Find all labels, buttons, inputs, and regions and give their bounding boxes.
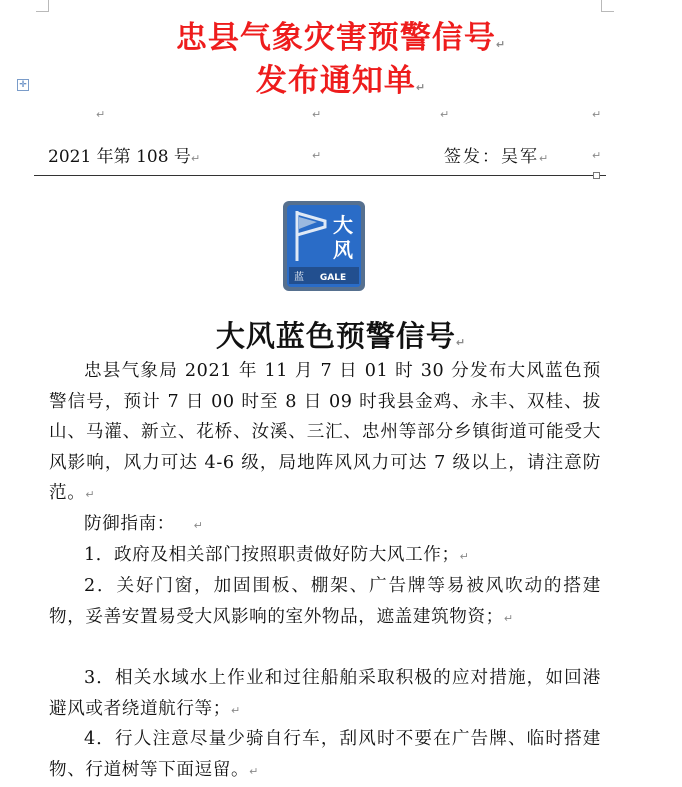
cell-mark-icon: ↵ <box>440 108 450 121</box>
table-resize-handle[interactable] <box>593 172 600 179</box>
guide-item-text: 2．关好门窗，加固围板、棚架、广告牌等易被风吹动的搭建物，妥善安置易受大风影响的室外物品，遮盖建筑物资； <box>49 576 601 627</box>
paragraph-mark-icon: ↵ <box>503 611 514 625</box>
guide-item-4 <box>49 724 601 787</box>
paragraph-mark-icon: ↵ <box>459 550 470 563</box>
badge-graphic <box>287 205 361 287</box>
badge-panel <box>287 205 361 287</box>
signal-title <box>0 314 682 355</box>
notice-title-line2 <box>0 55 682 100</box>
crop-mark-top-right <box>601 0 614 12</box>
paragraph-mark-icon: ↵ <box>495 38 507 51</box>
guide-item-1 <box>49 540 601 573</box>
paragraph-mark-icon: ↵ <box>455 336 467 349</box>
notice-title-line1 <box>0 12 682 57</box>
intro-text: 忠县气象局 2021 年 11 月 7 日 01 时 30 分发布大风蓝色预警信号，预计 7 日 00 时至 8 日 09 时我县金鸡、永丰、双桂、拔山、马灌、新立、花桥、汝溪、三汇、忠州等部分乡镇街道可能受大风影响，风力可达 4-6 级，局地阵风风力可达 7 级以上，请注意防范。 <box>49 361 601 504</box>
cell-mark-icon: ↵ <box>592 149 602 162</box>
intro-paragraph <box>49 356 601 511</box>
guide-item-3 <box>49 663 601 726</box>
badge-color-label: 蓝 <box>294 272 304 283</box>
cell-mark-icon: ↵ <box>96 108 106 121</box>
document-number-text: 2021 年第 108 号 <box>48 147 191 167</box>
cell-mark-icon: ↵ <box>312 149 322 162</box>
guide-heading-text: 防御指南： <box>84 514 175 534</box>
guide-item-text: 1．政府及相关部门按照职责做好防大风工作； <box>84 545 460 565</box>
signal-title-text: 大风蓝色预警信号 <box>215 319 456 353</box>
table-move-handle-icon[interactable]: ✛ <box>17 79 29 91</box>
gale-blue-warning-icon <box>283 201 365 291</box>
paragraph-mark-icon: ↵ <box>415 81 427 94</box>
title-line2-text: 发布通知单 <box>255 63 416 99</box>
paragraph-mark-icon: ↵ <box>539 152 551 165</box>
guide-item-text: 3．相关水域水上作业和过往船舶采取积极的应对措施，如回港避风或者绕道航行等； <box>49 668 601 719</box>
signer <box>444 142 550 167</box>
badge-english-label: GALE <box>319 273 347 283</box>
guide-item-text: 4．行人注意尽量少骑自行车，刮风时不要在广告牌、临时搭建物、行道树等下面逗留。 <box>49 729 601 780</box>
header-divider <box>34 175 606 176</box>
document-number <box>48 142 200 167</box>
paragraph-mark-icon: ↵ <box>193 519 204 532</box>
paragraph-mark-icon: ↵ <box>190 152 201 165</box>
title-line1-text: 忠县气象灾害预警信号 <box>175 20 496 56</box>
cell-mark-icon: ↵ <box>312 108 322 121</box>
cell-mark-icon: ↵ <box>592 108 602 121</box>
guide-item-2 <box>49 571 601 634</box>
paragraph-mark-icon: ↵ <box>85 488 96 502</box>
signer-text: 签发：吴军 <box>444 147 539 167</box>
guide-heading <box>49 509 601 542</box>
badge-char-top: 大 <box>333 213 353 237</box>
paragraph-mark-icon: ↵ <box>230 703 241 717</box>
paragraph-mark-icon: ↵ <box>249 764 259 778</box>
badge-char-bottom: 风 <box>333 238 353 262</box>
crop-mark-top-left <box>36 0 49 12</box>
